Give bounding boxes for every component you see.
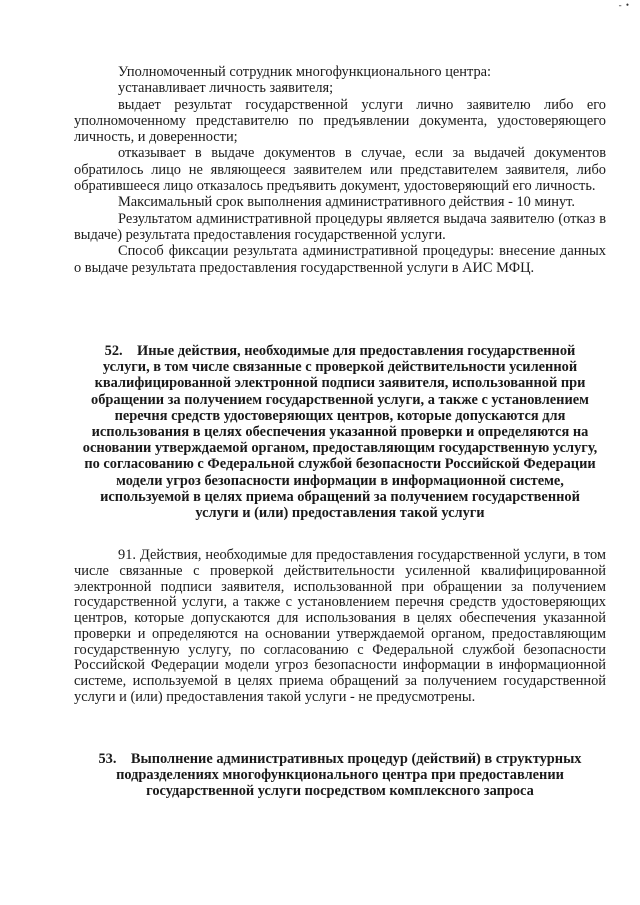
section-53-title: Выполнение административных процедур (действий) в структурных подразделениях многофункционального центра при предоставлении государственной услуги посредством комплексного запроса — [116, 751, 582, 800]
issuance-procedure-text — [74, 64, 606, 276]
section-53-number: 53. — [98, 751, 117, 767]
paragraph-91: 91. Действия, необходимые для предоставления государственной услуги, в том числе связанные с проверкой действительности усиленной квалифицированной электронной подписи заявителя, использованной при обращении за получением государственной услуги, а также с установлением перечня средств удостоверяющих центров, которые допускаются для использования в целях обеспечения указанной проверки и определяются на основании утверждаемой органом, предоставляющим государственную услугу, по согласованию с Федеральной службой безопасности Российской Федерации модели угроз безопасности информации в информационной системе, используемой в целях приема обращений за получением государственной услуги и (или) предоставления такой услуги - не предусмотрены. — [74, 547, 606, 705]
section-52-title: Иные действия, необходимые для предоставления государственной услуги, в том числе связанные с проверкой действительности усиленной квалифицированной электронной подписи заявителя, использованной при обращении за получением государственной услуги, а также с установлением перечня средств удостоверяющих центров, которые допускаются для использования в целях обеспечения указанной проверки и определяются на основании утверждаемой органом, предоставляющим государственную услугу, по согласованию с Федеральной службой безопасности Российской Федерации модели угроз безопасности информации в информационной системе, используемой в целях приема обращений за получением государственной услуги и (или) предоставления такой услуги — [82, 343, 598, 522]
paragraph-procedure-result: Результатом административной процедуры является выдача заявителю (отказ в выдаче) результата предоставления государственной услуги. — [74, 210, 606, 243]
paragraph-authorized-employee: Уполномоченный сотрудник многофункционального центра: — [118, 64, 492, 80]
paragraph-refusal: отказывает в выдаче документов в случае, если за выдачей документов обратилось лицо не являющееся заявителем или представителем заявителя, либо обратившееся лицо отказалось предъявить документ, удостоверяющий его личность. — [74, 145, 606, 195]
section-52-heading — [82, 343, 598, 521]
paragraph-fixation-method: Способ фиксации результата административной процедуры: внесение данных о выдаче результата предоставления государственной услуги в АИС МФЦ. — [74, 243, 606, 276]
section-52-body — [74, 548, 606, 706]
paragraph-issue-result: выдает результат государственной услуги лично заявителю либо его уполномоченному представителю по предъявлении документа, удостоверяющего личность, и доверенности; — [74, 96, 606, 146]
paragraph-identity-check: устанавливает личность заявителя; — [118, 80, 334, 97]
section-52-number: 52. — [104, 343, 123, 359]
paragraph-max-duration: Максимальный срок выполнения административного действия - 10 минут. — [118, 194, 575, 211]
corner-mark: - • — [618, 0, 630, 10]
section-53-heading — [82, 751, 598, 800]
